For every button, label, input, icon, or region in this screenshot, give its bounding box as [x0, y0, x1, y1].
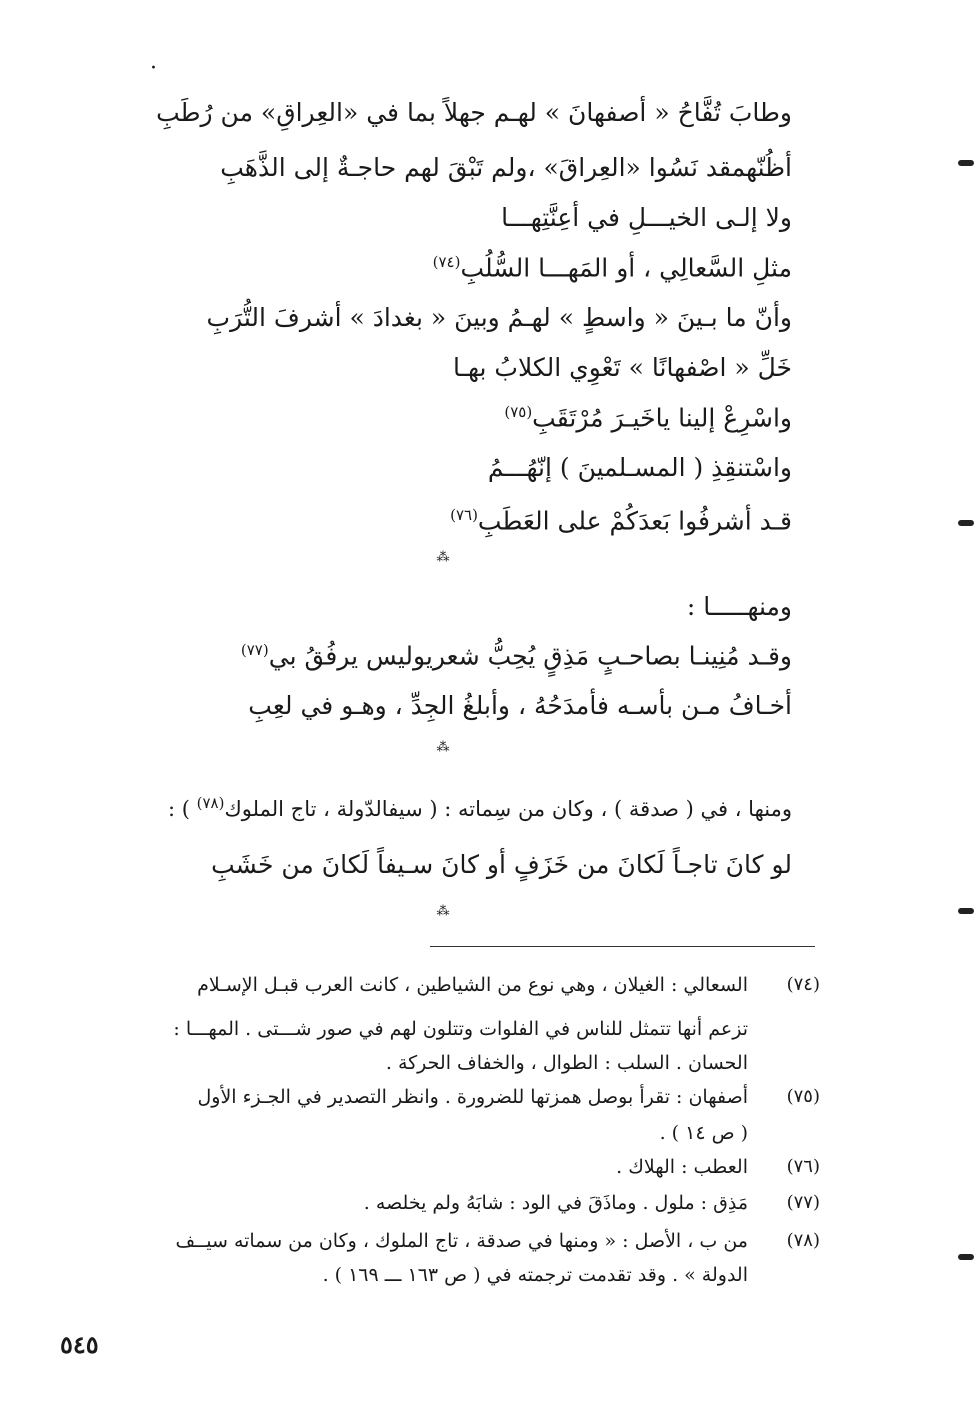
verse-line: أخـافُ مـن بأسـه فأمدَحُهُ ، وأبلغُ الجِدِّ ، وهـو في لعِبِ [248, 691, 792, 720]
scan-edge-mark [958, 520, 974, 526]
section-heading: ومنهـــــا : [686, 592, 792, 621]
section-separator: ⁂ [436, 904, 450, 919]
footnote-line: أصفهان : تقرأ بوصل همزتها للضرورة . وانظر التصدير في الجـزء الأول [197, 1086, 748, 1108]
footnote-line: العطب : الهلاك . [616, 1156, 748, 1178]
footnote-ref: (٧٦) [450, 506, 478, 524]
footnote-rule [430, 946, 815, 947]
verse-line: وقـد مُنِينـا بصاحـبٍ مَذِقٍ يُحِبُّ شعريوليس يرفُقُ بي$^{(٧٧)}$ [240, 641, 792, 671]
footnote-line: تزعم أنها تتمثل للناس في الفلوات وتتلون لهم في صور شـــتى . المهـــا : [173, 1018, 748, 1040]
footnote-line: ( ص ١٤ ) . [659, 1122, 748, 1144]
footnote-number: (٧٨) [786, 1230, 820, 1251]
page-speck: · [150, 56, 157, 81]
footnote-ref: (٧٥) [504, 403, 533, 421]
verse-line: ولا إلـى الخيـــلِ في أعِنَّتِهـــا [501, 203, 792, 232]
footnote-line: السعالي : الغيلان ، وهي نوع من الشياطين ، كانت العرب قبـل الإسـلام [197, 974, 748, 996]
verse-line: واسْتنقِذِ ( المسـلمينَ ) إنّهُـــمُ [487, 453, 792, 482]
footnote-line: من ب ، الأصل : « ومنها في صدقة ، تاج الملوك ، وكان من سماته سيــف [175, 1230, 748, 1252]
verse-line: واسْرِعْ إلينا ياخَيـرَ مُرْتَقَبِ$^{(٧٥)}$ [504, 403, 792, 433]
verse-line: خَلِّ « اصْفهانًا » تَعْوِي الكلابُ بهـا [453, 353, 792, 382]
verse-line: أظُنّهمقد نَسُوا «العِراقَ» ،ولم تَبْقَ لهم حاجـةٌ إلى الذَّهَبِ [220, 153, 792, 182]
scan-edge-mark [958, 160, 974, 166]
footnote-ref: (٧٤) [432, 253, 461, 271]
page-number: ٥٤٥ [60, 1330, 99, 1359]
scan-edge-mark [958, 1254, 974, 1260]
scan-edge-mark [958, 908, 974, 914]
verse-line: لو كانَ تاجـاً لَكانَ من خَزَفٍ أو كانَ سـيفاً لَكانَ من خَشَبِ [211, 850, 792, 879]
section-separator: ⁂ [436, 740, 450, 755]
footnote-line: مَذِق : ملول . وماذَقَ في الود : شابَهُ ولم يخلصه . [363, 1192, 748, 1214]
verse-line: وطابَ تُفَّاحُ « أصفهانَ » لهـم جهلاً بما في «العِراقِ» من رُطَبِ [156, 98, 792, 127]
footnote-ref: (٧٧) [240, 641, 269, 659]
footnote-line: الحسان . السلب : الطوال ، والخفاف الحركة . [385, 1052, 748, 1074]
footnote-ref: (٧٨) [196, 794, 225, 812]
prose-line: ومنها ، في ( صدقة ) ، وكان من سِماته : ( سيفالدّولة ، تاج الملوك$^{(٧٨)}$ ) : [168, 794, 792, 821]
section-separator: ⁂ [436, 550, 450, 565]
footnote-number: (٧٤) [786, 974, 820, 995]
verse-line: وأنّ ما بـينَ « واسطٍ » لهـمُ وبينَ « بغدادَ » أشرفَ التُّرَبِ [206, 303, 792, 332]
verse-line: مثلِ السَّعالِي ، أو المَهـــا السُّلُبِ$^{(٧٤)}$ [432, 253, 792, 283]
footnote-number: (٧٦) [786, 1156, 820, 1177]
verse-line: قـد أشرفُوا بَعدَكُمْ على العَطَبِ$^{(٧٦)}$ [450, 506, 792, 536]
footnote-line: الدولة » . وقد تقدمت ترجمته في ( ص ١٦٣ ـــ ١٦٩ ) . [322, 1264, 748, 1286]
footnote-number: (٧٥) [786, 1086, 820, 1107]
footnote-number: (٧٧) [786, 1192, 820, 1213]
